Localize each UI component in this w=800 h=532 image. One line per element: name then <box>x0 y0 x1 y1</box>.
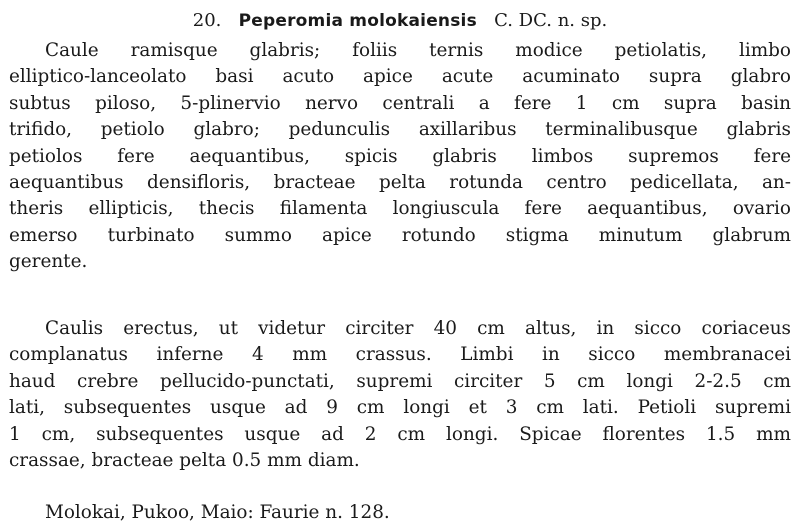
text-line: haud crebre pellucido-punctati, supremi circiter 5 cm longi 2-2.5 cm <box>9 370 791 392</box>
text-line: emerso turbinato summo apice rotundo stigma minutum glabrum <box>9 224 791 246</box>
text-line: trifido, petiolo glabro; pedunculis axillaribus terminalibusque glabris <box>9 119 791 141</box>
species-name: Peperomia molokaiensis <box>238 11 477 31</box>
species-author: C. DC. n. sp. <box>494 10 608 31</box>
species-heading <box>0 8 800 34</box>
text-line: Caulis erectus, ut videtur circiter 40 cm altus, in sicco coriaceus <box>45 318 791 339</box>
specimen-locality: Molokai, Pukoo, Maio: Faurie n. 128. <box>45 502 390 523</box>
text-line: subtus piloso, 5-plinervio nervo centrali a fere 1 cm supra basin <box>9 92 791 114</box>
detail-description-paragraph <box>9 316 791 474</box>
text-line: 1 cm, subsequentes usque ad 2 cm longi. Spicae florentes 1.5 mm <box>9 423 791 445</box>
text-line: aequantibus densifloris, bracteae pelta rotunda centro pedicellata, an- <box>9 172 791 194</box>
species-number: 20. <box>192 10 222 31</box>
text-line: crassae, bracteae pelta 0.5 mm diam. <box>9 450 360 472</box>
text-line: gerente. <box>9 251 88 273</box>
text-line: complanatus inferne 4 mm crassus. Limbi in sicco membranacei <box>9 344 791 366</box>
text-line: Caule ramisque glabris; foliis ternis modice petiolatis, limbo <box>45 40 791 61</box>
text-line: petiolos fere aequantibus, spicis glabris limbos supremos fere <box>9 145 791 167</box>
text-line: lati, subsequentes usque ad 9 cm longi et 3 cm lati. Petioli supremi <box>9 397 791 419</box>
latin-description-paragraph <box>9 38 791 276</box>
text-line: theris ellipticis, thecis filamenta longiuscula fere aequantibus, ovario <box>9 198 791 220</box>
text-line: elliptico-lanceolato basi acuto apice acute acuminato supra glabro <box>9 66 791 88</box>
